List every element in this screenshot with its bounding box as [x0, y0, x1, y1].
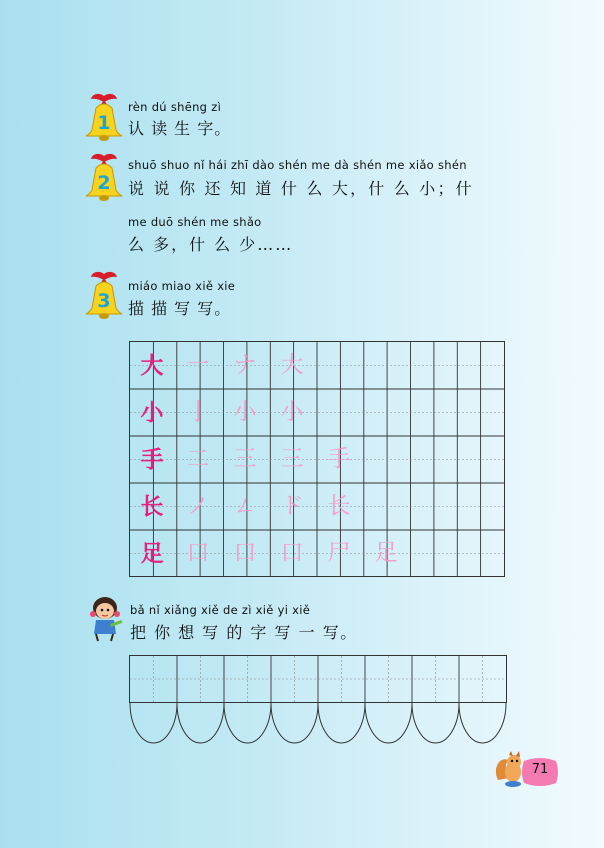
stroke-trace: ナ [233, 352, 257, 378]
section-1-pinyin: rèn dú shēng zì [128, 100, 222, 114]
stroke-trace: 二 [186, 446, 210, 472]
model-char-1: 大 [140, 352, 164, 379]
section-1-number: 1 [97, 112, 111, 134]
section-4-text: 把 你 想 写 的 字 写 一 写。 [130, 623, 358, 642]
stroke-trace: 口 [233, 540, 257, 566]
girl-writing-icon [86, 594, 126, 644]
stroke-trace: ド [280, 493, 304, 519]
page-number: 71 [531, 762, 549, 777]
model-char-4: 长 [140, 493, 164, 520]
stroke-trace: 小 [280, 399, 304, 425]
stroke-trace: 大 [280, 352, 304, 378]
model-char-3: 手 [140, 446, 164, 473]
section-3-number: 3 [97, 290, 111, 312]
model-char-5: 足 [140, 540, 164, 567]
stroke-trace: 口 [186, 540, 210, 566]
section-1-text: 认 读 生 字。 [128, 119, 232, 138]
section-2-number: 2 [97, 172, 111, 194]
stroke-trace: 小 [233, 399, 257, 425]
section-2-text-line-1: 说 说 你 还 知 道 什 么 大，什 么 小；什 [128, 179, 474, 198]
writing-grid-lines [130, 656, 506, 702]
section-2-pinyin-line-1: shuō shuo nǐ hái zhī dào shén me dà shén me xiǎo shén [128, 158, 467, 172]
stroke-trace: 手 [327, 446, 351, 472]
writing-grid[interactable] [129, 655, 507, 703]
stroke-trace: 长 [327, 493, 351, 519]
section-2-pinyin-line-2: me duō shén me shǎo [128, 215, 262, 229]
stroke-trace: 三 [233, 446, 257, 472]
stroke-trace: 尸 [327, 540, 351, 566]
stroke-trace: 口 [280, 540, 304, 566]
writing-arches [129, 703, 509, 748]
section-4-pinyin: bǎ nǐ xiǎng xiě de zì xiě yi xiě [130, 603, 311, 617]
stroke-trace: 一 [186, 352, 210, 378]
section-3-pinyin: miáo miao xiě xie [128, 279, 236, 293]
tracing-grid[interactable] [129, 341, 505, 577]
stroke-trace: ノ [186, 493, 210, 519]
stroke-trace: ㄥ [233, 493, 257, 519]
section-3-text: 描 描 写 写。 [128, 299, 232, 318]
section-2-text-line-2: 么 多，什 么 少…… [128, 235, 294, 254]
model-char-2: 小 [140, 399, 164, 426]
stroke-trace: 足 [374, 540, 398, 566]
stroke-trace: 三 [280, 446, 304, 472]
stroke-trace: 亅 [186, 399, 210, 425]
